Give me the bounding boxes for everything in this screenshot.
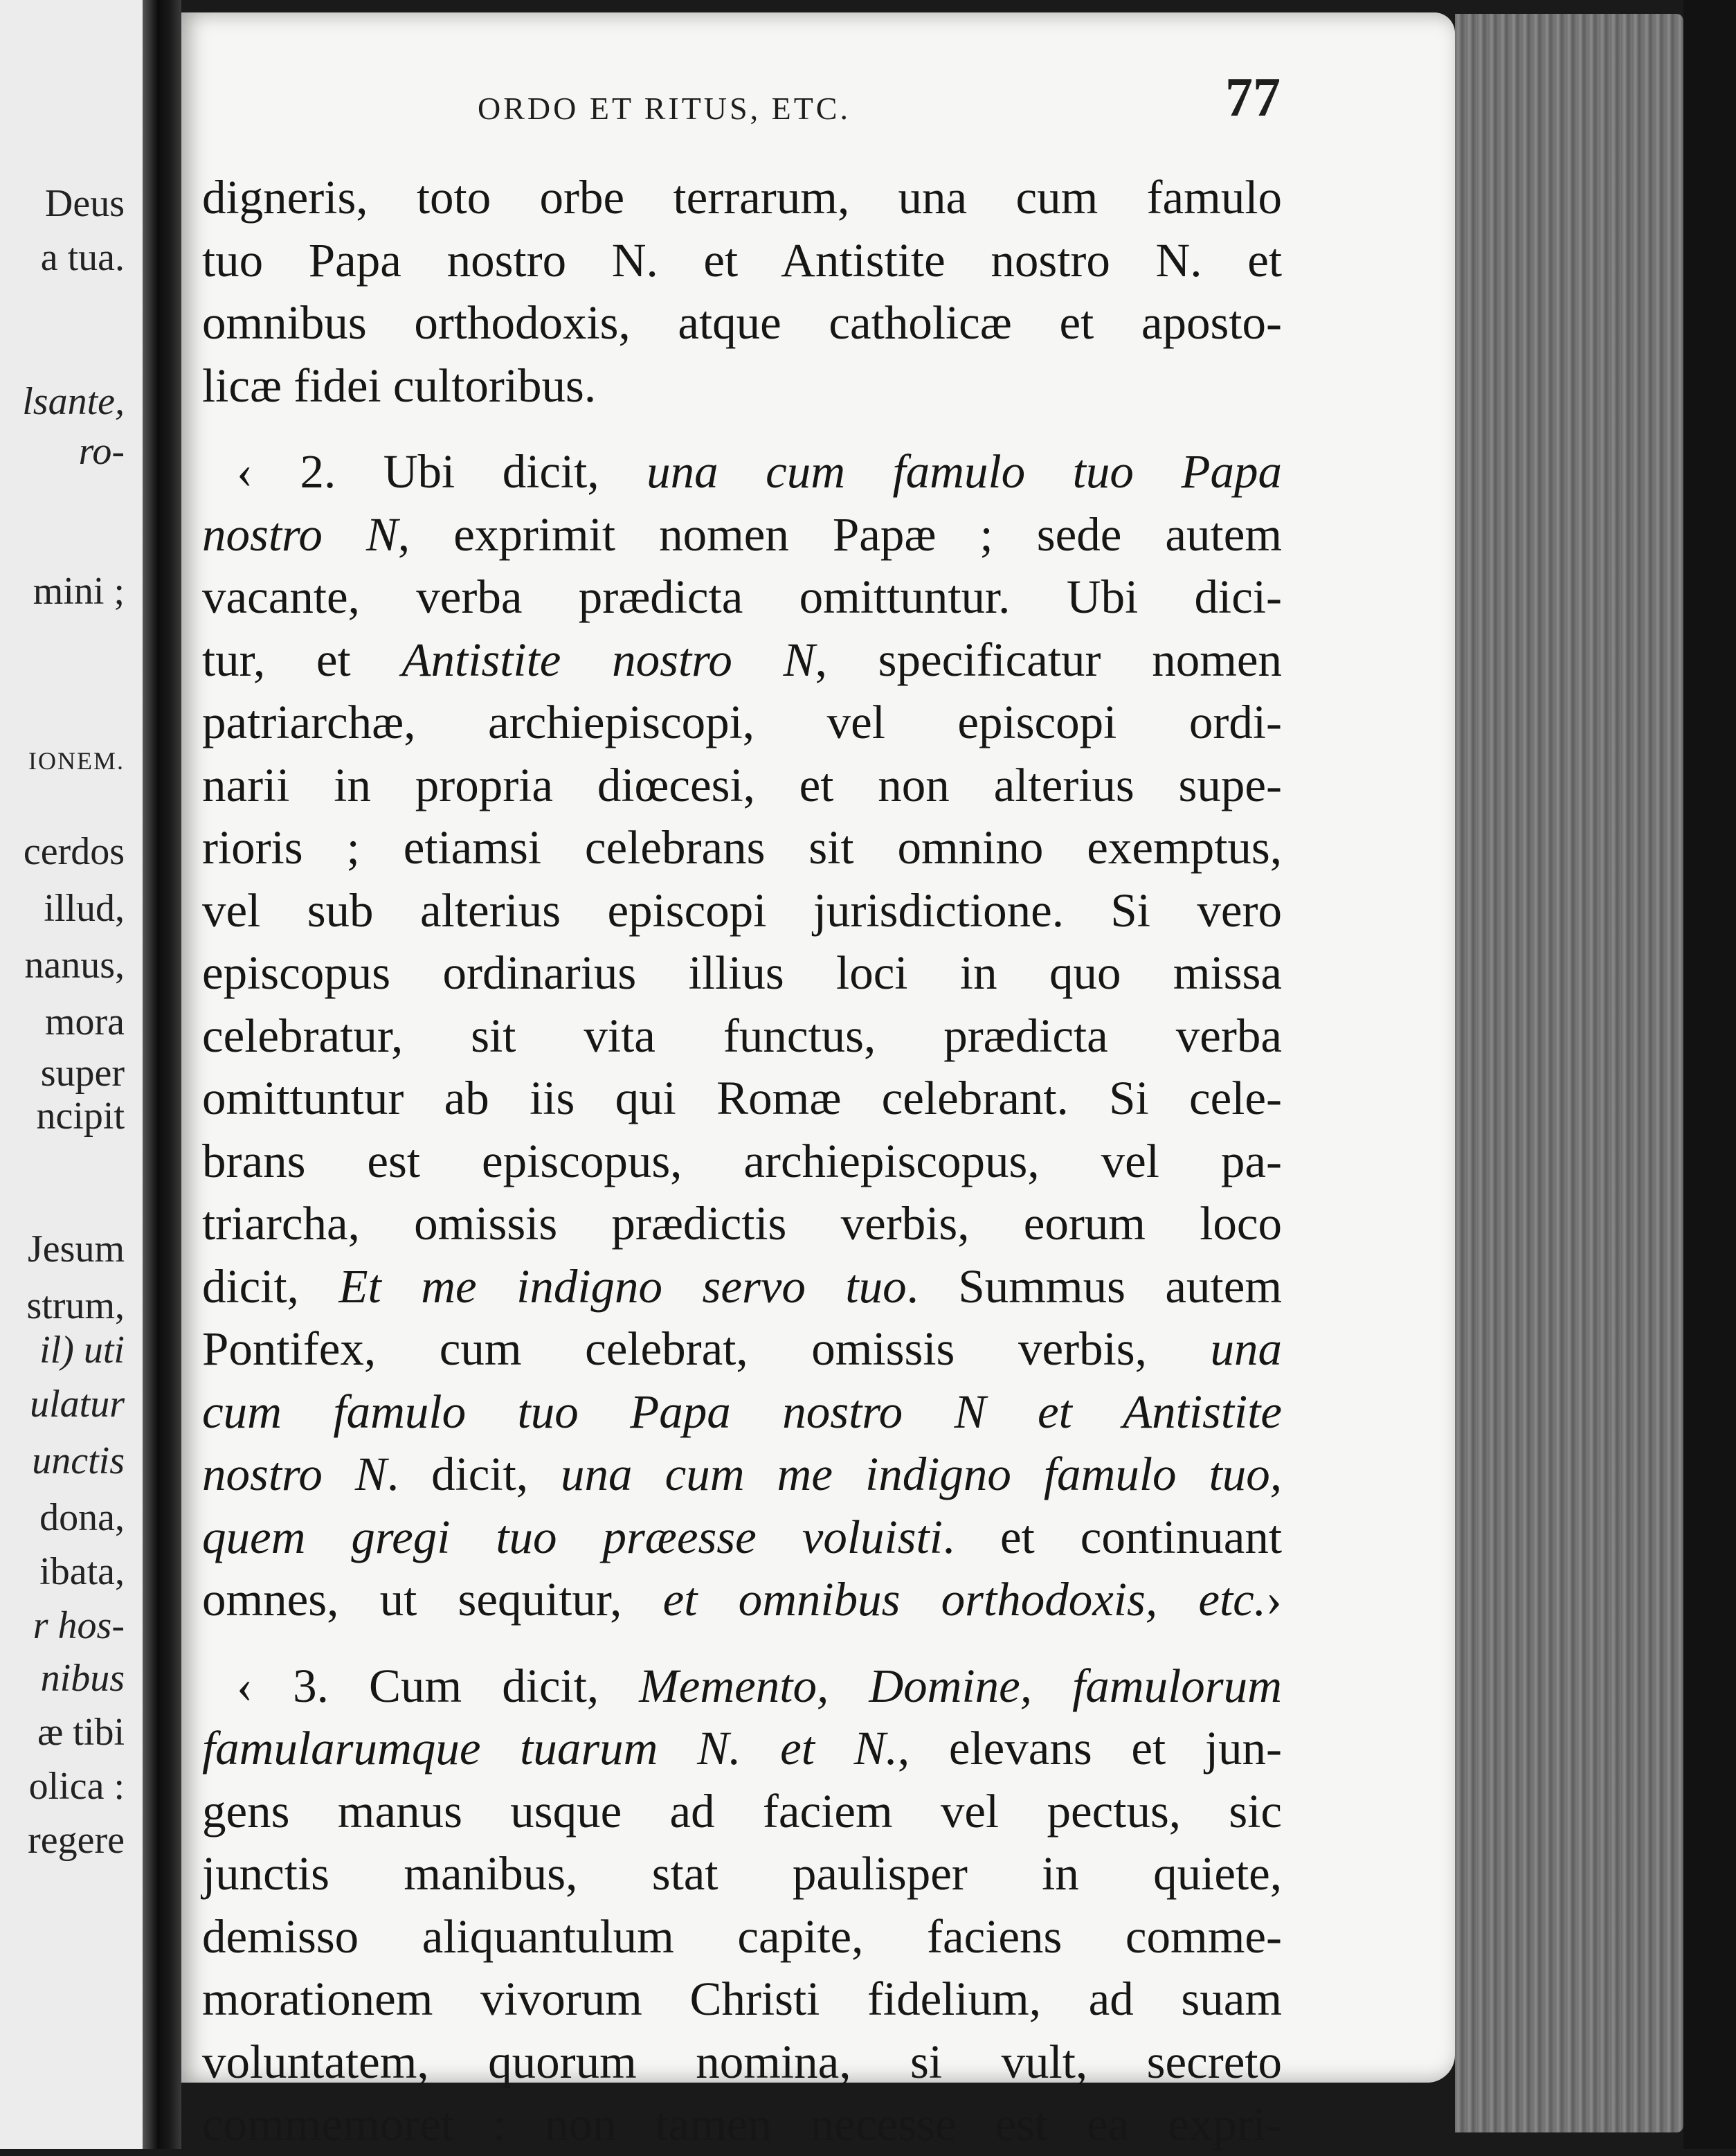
text-line: commemoret : non tamen necesse est ea expri- (202, 2098, 1282, 2150)
page-number: 77 (1225, 67, 1281, 128)
text-line: demisso aliquantulum capite, faciens comme- (202, 1910, 1282, 1963)
background-edge (1683, 0, 1736, 2149)
left-fragment: olica : (28, 1765, 125, 1808)
text-line: ‹ 3. Cum dicit, Memento, Domine, famulorum (237, 1659, 1282, 1712)
left-fragment: mini ; (33, 570, 125, 613)
text-line: morationem vivorum Christi fidelium, ad suam (202, 1973, 1282, 2025)
text-line: rioris ; etiamsi celebrans sit omnino exemptus, (202, 821, 1282, 874)
left-fragment: nanus, (24, 944, 125, 987)
left-facing-page (0, 0, 143, 2149)
left-fragment: lsante, (22, 380, 125, 423)
left-fragment: unctis (32, 1439, 125, 1482)
body-text (202, 166, 1282, 2156)
left-fragment: nibus (40, 1657, 125, 1700)
left-fragment: regere (28, 1819, 125, 1862)
text-line: dicit, Et me indigno servo tuo. Summus autem (202, 1259, 1283, 1313)
left-fragment: ibata, (39, 1550, 125, 1593)
text-line: famularumque tuarum N. et N., elevans et jun- (202, 1722, 1283, 1775)
text-line: cum famulo tuo Papa nostro N et Antistite (202, 1385, 1282, 1438)
text-line: tur, et Antistite nostro N, specificatur nomen (202, 633, 1282, 686)
text-line: episcopus ordinarius illius loci in quo missa (202, 946, 1282, 999)
book-gutter (143, 0, 181, 2149)
text-line: narii in propria diœcesi, et non alterius supe- (202, 758, 1282, 811)
left-fragment: mora (44, 1000, 125, 1043)
text-line: voluntatem, quorum nomina, si vult, secreto (202, 2035, 1282, 2088)
left-fragment: ulatur (30, 1383, 125, 1426)
text-line: junctis manibus, stat paulisper in quiete, (202, 1847, 1282, 1900)
text-line: Pontifex, cum celebrat, omissis verbis, una (202, 1322, 1282, 1375)
left-fragment: IONEM. (28, 747, 125, 775)
text-line: nostro N. dicit, una cum me indigno famulo tuo, (202, 1448, 1282, 1500)
text-line: ‹ 2. Ubi dicit, una cum famulo tuo Papa (237, 445, 1282, 498)
text-line: vel sub alterius episcopi jurisdictione. Si vero (202, 883, 1282, 937)
left-fragment: Deus (44, 182, 125, 225)
left-fragment: super (40, 1052, 125, 1095)
running-title: ORDO ET RITUS, ETC. (478, 91, 851, 126)
text-line: quem gregi tuo præesse voluisti. et continuant (202, 1510, 1282, 1563)
left-fragment: il) uti (39, 1329, 125, 1372)
left-fragment: ncipit (36, 1095, 125, 1138)
text-line: celebratur, sit vita functus, prædicta verba (202, 1009, 1282, 1062)
page-edges (1455, 14, 1683, 2132)
text-line: omittuntur ab iis qui Romæ celebrant. Si cele- (202, 1072, 1282, 1124)
text-line: brans est episcopus, archiepiscopus, vel pa- (202, 1134, 1282, 1187)
left-fragment: a tua. (40, 236, 125, 279)
left-fragment: æ tibi (37, 1711, 125, 1754)
left-fragment: strum, (26, 1284, 125, 1327)
text-line: gens manus usque ad faciem vel pectus, sic (202, 1784, 1282, 1838)
text-line: patriarchæ, archiepiscopi, vel episcopi ordi- (202, 696, 1282, 748)
left-fragment: cerdos (23, 830, 125, 873)
text-line: omnibus orthodoxis, atque catholicæ et aposto- (202, 296, 1282, 349)
left-fragment: r hos- (33, 1604, 125, 1647)
text-line: digneris, toto orbe terrarum, una cum famulo (202, 171, 1282, 224)
text-line: nostro N, exprimit nomen Papæ ; sede autem (202, 507, 1282, 561)
text-line: omnes, ut sequitur, et omnibus orthodoxis, etc.› (202, 1573, 1282, 1626)
text-line: triarcha, omissis prædictis verbis, eorum loco (202, 1197, 1282, 1250)
text-line: licæ fidei cultoribus. (202, 359, 597, 412)
left-fragment: ro- (78, 430, 125, 473)
left-fragment: illud, (44, 887, 125, 930)
left-fragment: Jesum (28, 1228, 125, 1270)
text-line: vacante, verba prædicta omittuntur. Ubi dici- (202, 571, 1282, 623)
left-fragment: dona, (39, 1496, 125, 1539)
text-line: tuo Papa nostro N. et Antistite nostro N. et (202, 233, 1282, 287)
